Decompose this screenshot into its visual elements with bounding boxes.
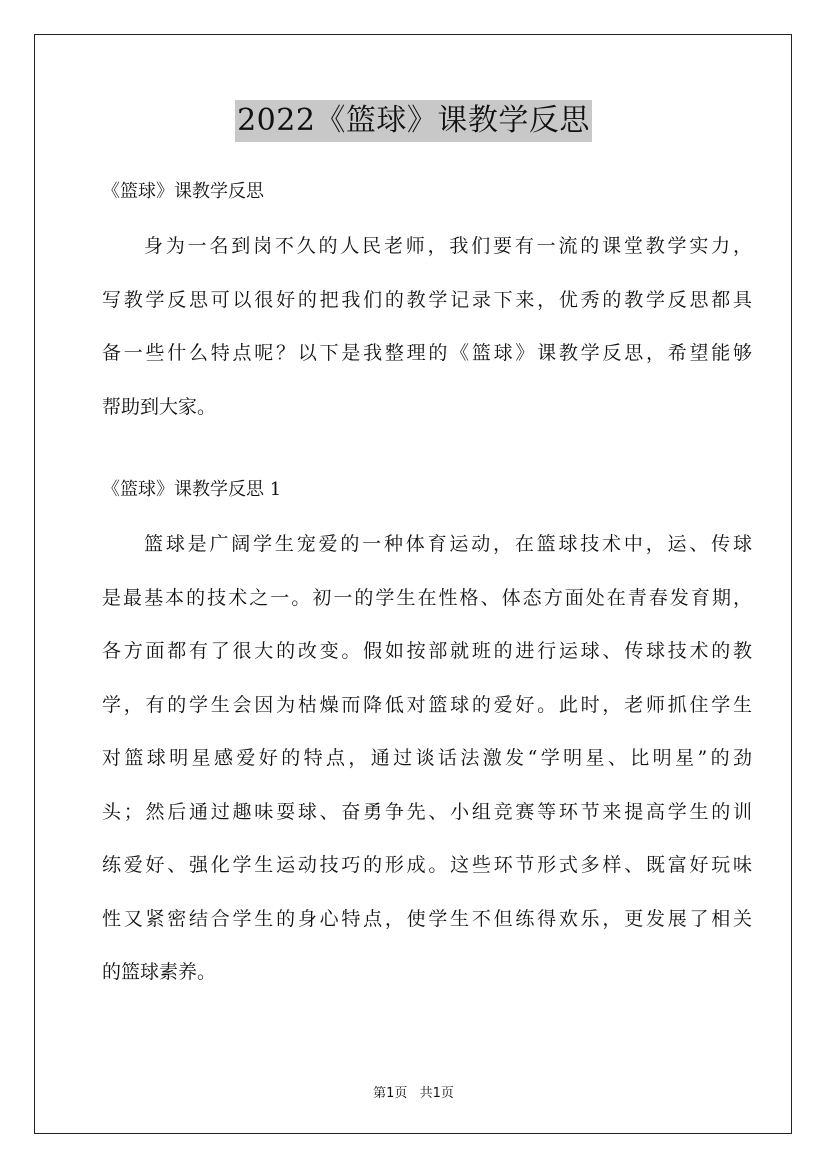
page-total: 共1页 bbox=[419, 1086, 454, 1101]
page-number: 第1页 bbox=[373, 1086, 408, 1101]
intro-line: 帮助到大家。 bbox=[102, 395, 217, 418]
section-1-line: 性又紧密结合学生的身心特点，使学生不但练得欢乐，更发展了相关 bbox=[102, 907, 752, 930]
intro-heading: 《篮球》课教学反思 bbox=[102, 181, 264, 202]
intro-paragraph bbox=[102, 220, 752, 434]
document-body bbox=[102, 172, 752, 1000]
intro-line: 备一些什么特点呢？以下是我整理的《篮球》课教学反思，希望能够 bbox=[102, 342, 752, 364]
section-1-paragraph bbox=[102, 518, 752, 1000]
section-1-heading: 《篮球》课教学反思 1 bbox=[102, 479, 282, 500]
section-1-line: 练爱好、强化学生运动技巧的形成。这些环节形式多样、既富好玩味 bbox=[102, 854, 752, 876]
page-footer bbox=[0, 1082, 827, 1101]
section-1-line: 对篮球明星感爱好的特点，通过谈话法激发“学明星、比明星”的劲 bbox=[102, 747, 752, 769]
section-1-line: 是最基本的技术之一。初一的学生在性格、体态方面处在青春发育期， bbox=[102, 586, 752, 609]
document-title: 2022《篮球》课教学反思 bbox=[235, 100, 592, 142]
section-1-line: 头；然后通过趣味耍球、奋勇争先、小组竞赛等环节来提高学生的训 bbox=[102, 800, 752, 823]
intro-line: 写教学反思可以很好的把我们的教学记录下来，优秀的教学反思都具 bbox=[102, 288, 752, 311]
section-1-line: 篮球是广阔学生宠爱的一种体育运动，在篮球技术中，运、传球 bbox=[144, 533, 752, 555]
intro-line: 身为一名到岗不久的人民老师，我们要有一流的课堂教学实力， bbox=[144, 235, 752, 257]
section-1-line: 的篮球素养。 bbox=[102, 961, 217, 983]
section-1-line: 学，有的学生会因为枯燥而降低对篮球的爱好。此时，老师抓住学生 bbox=[102, 693, 752, 716]
section-1-line: 各方面都有了很大的改变。假如按部就班的进行运球、传球技术的教 bbox=[102, 640, 752, 662]
title-container bbox=[0, 100, 827, 142]
